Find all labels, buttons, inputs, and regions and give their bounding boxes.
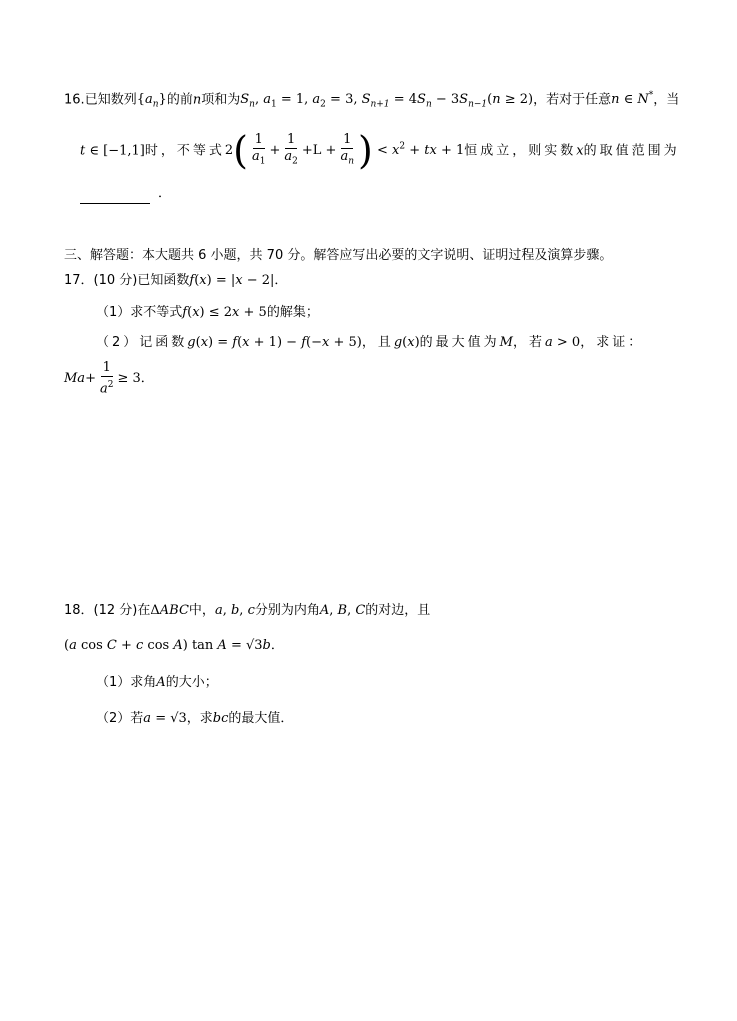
q17-part2-formula: Ma+ $\frac{1}{a^2}$ ≥ 3．	[64, 360, 154, 397]
q16-line3: ．	[80, 184, 171, 204]
q17-part2: （2）记函数g(x) = f(x + 1) − f(−x + 5)，且g(x)的最大值为M，若a > 0，求证：	[96, 335, 645, 350]
q16-number: 16.	[64, 92, 85, 108]
formula-inequality: 2( $\frac{1}{a_1}$ + $\frac{1}{a_2}$ +L + $\frac{1}{a_n}$ ) < $x^2$ + tx + 1	[224, 128, 465, 173]
q18-intro: 18．(12 分)在ΔABC中，a, b, c分别为内角A, B, C的对边，且	[64, 603, 431, 618]
q17-intro: 17．(10 分)已知函数f(x) = |x − 2|．	[64, 273, 288, 288]
formula-fx: f(x) = |x − 2|	[189, 273, 275, 288]
q18-part2: （2）若a = √3，求bc的最大值．	[96, 711, 294, 726]
formula-condition: (a cos C + c cos A) tan A = √3b	[64, 638, 271, 653]
q17-number: 17．	[64, 273, 94, 288]
answer-blank[interactable]	[80, 189, 150, 204]
q16-line2: t ∈ [−1,1]时，不等式2( $\frac{1}{a_1}$ + $\frac{1}{a_2}$ +L + $\frac{1}{a_n}$ ) < $x^2$ + tx + 1恒成立，则实数x的取值范围为	[80, 128, 680, 173]
q18-number: 18．	[64, 603, 94, 618]
q17-part1: （1）求不等式f(x) ≤ 2x + 5的解集；	[96, 305, 319, 320]
q18-condition: (a cos C + c cos A) tan A = √3b．	[64, 638, 284, 653]
formula-sequence-def: $S_n$, $a_1 = 1$, $a_2 = 3$, $S_{n+1} = 4S_n - 3S_{n-1}(n \ge 2)$	[240, 92, 534, 110]
q16-line1: 16.已知数列$\{a_n\}$的前n项和为$S_n$, $a_1 = 1$, $a_2 = 3$, $S_{n+1} = 4S_n - 3S_{n-1}(n \ge 2)$，若对于任意n ∈ N*，当	[64, 91, 680, 110]
section-heading: 三、解答题：本大题共 6 小题，共 70 分。解答应写出必要的文字说明、证明过程及演算步骤。	[64, 248, 613, 263]
q18-part1: （1）求角A的大小；	[96, 675, 218, 690]
formula-an: $\{a_n\}$	[136, 92, 167, 110]
